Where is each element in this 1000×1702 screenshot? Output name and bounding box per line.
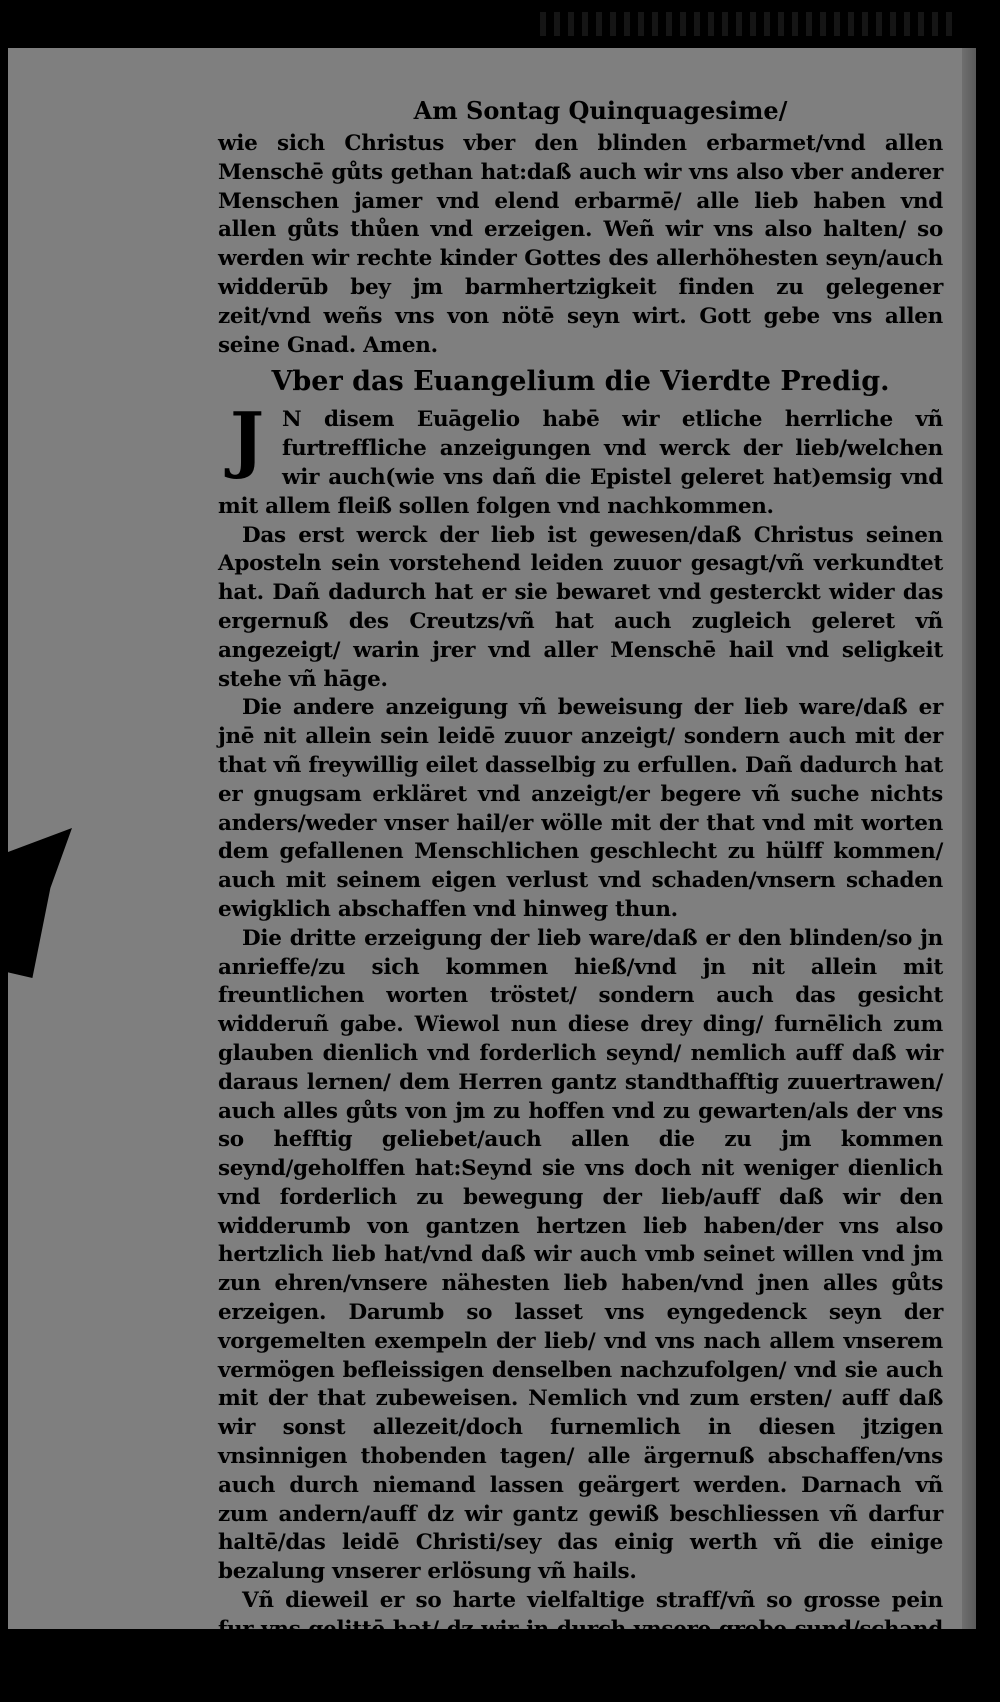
page-text xyxy=(218,96,943,1702)
opening-paragraph: N disem Euāgelio habē wir etliche herrliche vñ furtreffliche anzeigungen vnd werck der lieb/welchen wir auch(wie vns dañ die Epistel geleret hat)emsig vnd mit allem fleiß sollen folgen vnd nachkommen. xyxy=(218,407,943,519)
section-title: Vber das Euangelium die Vierdte Predig. xyxy=(271,366,890,398)
paragraph-second-work: Die andere anzeigung vñ beweisung der lieb ware/daß er jnē nit allein sein leidē zuuor anzeigt/ sondern auch mit der that vñ freywillig eilet dasselbig zu erfullen. Dañ dadurch hat er gnugsam erkläret vnd anzeigt/er begere vñ suche nichts anders/weder vnser hail/er wölle mit der that vnd mit worten dem gefallenen Menschlichen geschlecht zu hülff kommen/ auch mit seinem eigen verlust vnd schaden/vnsern schaden ewigklich abschaffen vnd hinweg thun. xyxy=(218,695,943,922)
paragraph-first-work: Das erst werck der lieb ist gewesen/daß Christus seinen Aposteln sein vorstehend leiden zuuor gesagt/vñ verkundtet hat. Dañ dadurch hat er sie bewaret vnd gesterckt wider das ergernuß des Creutzs/vñ hat auch zugleich geleret vñ angezeigt/ warin jrer vnd aller Menschē hail vnd seligkeit stehe vñ hāge. xyxy=(218,522,943,692)
running-head: Am Sontag Quinquagesime/ xyxy=(413,96,788,125)
page-edge xyxy=(962,48,976,1629)
paragraph-third-work: Die dritte erzeigung der lieb ware/daß er den blinden/so jn anrieffe/zu sich kommen hieß/vnd jn nit allein mit freuntlichen worten tröstet/ sondern auch das gesicht widderuñ gabe. Wiewol nun diese drey ding/ furnēlich zum glauben dienlich vnd forderlich seynd/ nemlich auff daß wir daraus lernen/ dem Herren gantz standthafftig zuuertrawen/ auch alles gůts von jm zu hoffen vnd zu gewarten/als der vns so hefftig geliebet/auch allen die zu jm kommen seynd/geholffen hat:Seynd sie vns doch nit weniger dienlich vnd forderlich zu bewegung der lieb/auff daß wir den widderumb von gantzen hertzen lieb haben/der vns also hertzlich lieb hat/vnd daß wir auch vmb seinet willen vnd jm zun ehren/vnsere nähesten lieb haben/vnd jnen alles gůts erzeigen. Darumb so lasset vns eyngedenck seyn der vorgemelten exempeln der lieb/ vnd vns nach allem vnserem vermögen befleissigen denselben nachzufolgen/ vnd sie auch mit der that zubeweisen. Nemlich vnd zum ersten/ auff daß wir sonst allezeit/doch furnemlich in diesen jtzigen vnsinnigen thobenden tagen/ alle ärgernuß abschaffen/vns auch durch niemand lassen geärgert werden. Darnach vñ zum andern/auff dz wir gantz gewiß beschliessen vñ darfur haltē/das leidē Christi/sey das einig werth vñ die einige bezalung vnserer erlösung vñ hails. xyxy=(218,925,943,1585)
opening-block xyxy=(218,396,943,521)
paragraph-closing: Vñ dieweil er so harte vielfaltige straff/vñ so grosse pein fur vns gelittē hat/ dz wir jn durch vnsere grobe sund/schand vnd laster/ vnd durch vnser gottloß xyxy=(218,1588,943,1671)
binding-shadow xyxy=(0,828,72,978)
decorated-initial: J xyxy=(229,396,265,482)
scan-top-border xyxy=(0,0,1000,48)
scan-noise xyxy=(540,12,960,36)
intro-paragraph: wie sich Christus vber den blinden erbarmet/vnd allen Menschē gůts gethan hat:daß auch wir vns also vber anderer Menschen jamer vnd elend erbarmē/ alle lieb haben vnd allen gůts thůen vnd erzeigen. Weñ wir vns also halten/ so werden wir rechte kinder Gottes des allerhöhesten seyn/auch widderūb bey jm barmhertzigkeit finden zu gelegener zeit/vnd weñs vns von nötē seyn wirt. Gott gebe vns allen seine Gnad. Amen. xyxy=(218,131,943,358)
catchword: leben/ xyxy=(868,1674,943,1700)
